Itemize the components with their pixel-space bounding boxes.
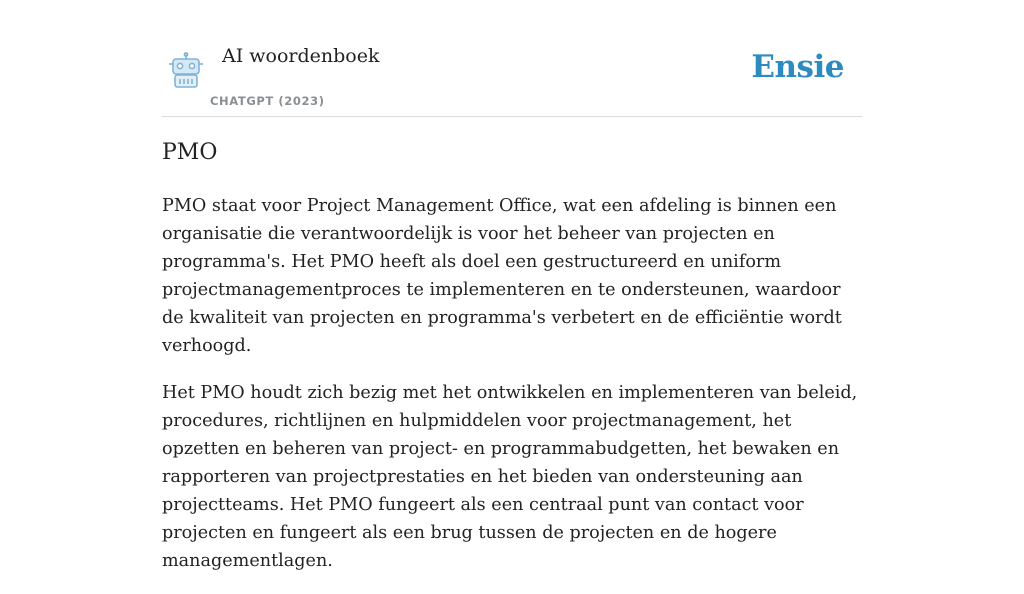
source-title[interactable]: AI woordenboek [222,45,380,67]
card-header [162,0,862,117]
source-subtitle: CHATGPT (2023) [210,94,325,108]
robot-icon [166,52,206,90]
definition-paragraph: Het PMO houdt zich bezig met het ontwikkelen en implementeren van beleid, procedures, richtlijnen en hulpmiddelen voor projectmanagement, het opzetten en beheren van project- en programmabudgetten, het bewaken en rapporteren van projectprestaties en het bieden van ondersteuning aan projectteams. Het PMO fungeert als een centraal punt van contact voor projecten en fungeert als een brug tussen de projecten en de hogere managementlagen. [162,383,858,571]
definition-paragraph: PMO staat voor Project Management Office, wat een afdeling is binnen een organisatie die verantwoordelijk is voor het beheer van projecten en programma's. Het PMO heeft als doel een gestructureerd en uniform projectmanagementproces te implementeren en te ondersteunen, waardoor de kwaliteit van projecten en programma's verbetert en de efficiëntie wordt verhoogd. [162,196,842,356]
term-title: PMO [162,140,218,165]
brand-logo[interactable]: Ensie [751,49,844,85]
definition-body [162,192,862,594]
definition-card [162,0,862,571]
